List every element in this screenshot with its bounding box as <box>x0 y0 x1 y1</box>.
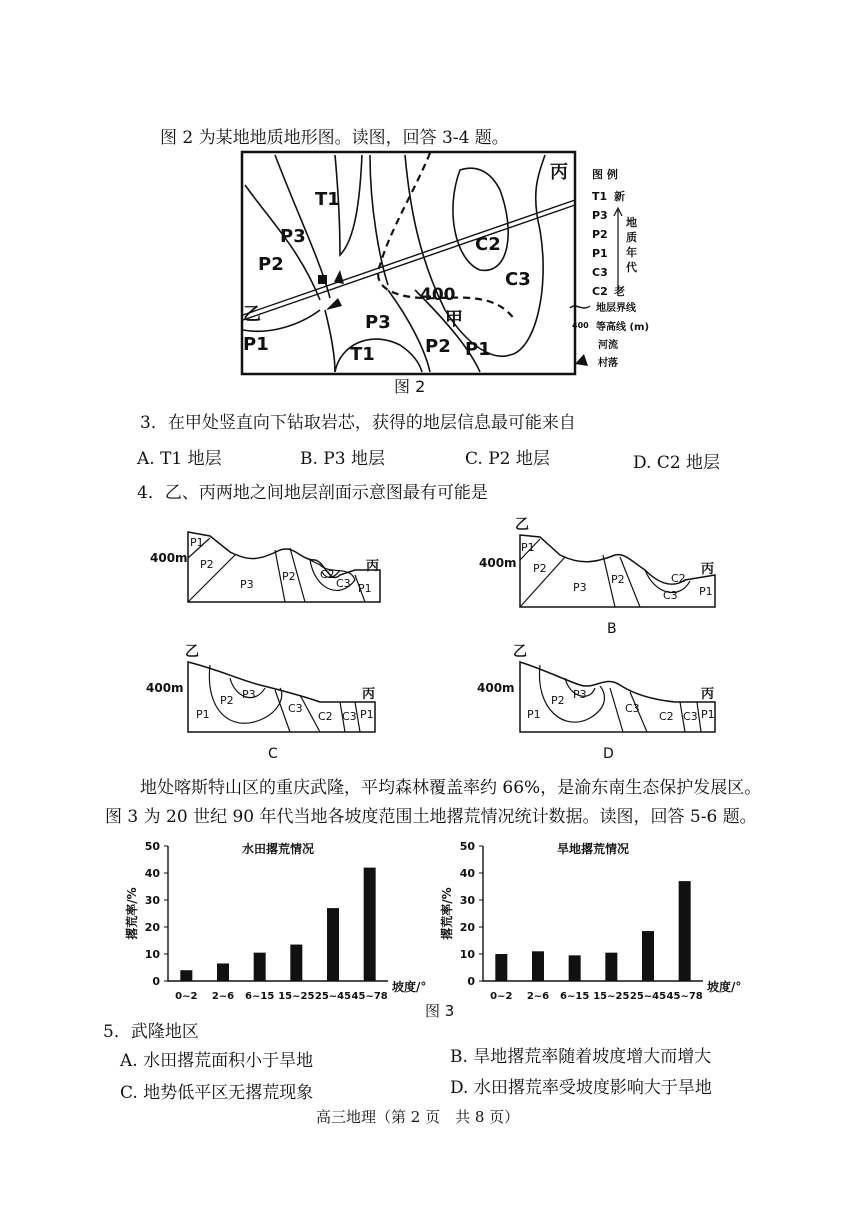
profile-stratum-label: C2 <box>659 710 674 723</box>
q3-stem: 3．在甲处竖直向下钻取岩芯，获得的地层信息最可能来自 <box>140 413 576 433</box>
map-region-label: 乙 <box>243 304 261 325</box>
profile-stratum-label: P2 <box>220 694 234 707</box>
intro-figure3-line1: 地处喀斯特山区的重庆武隆，平均森林覆盖率约 66%，是渝东南生态保护发展区。 <box>140 778 762 798</box>
legend-old: 老 <box>614 285 625 298</box>
x-tick-label: 45~78 <box>351 991 388 1002</box>
profile-stratum-label: P1 <box>196 708 210 721</box>
figure3-caption: 图 3 <box>425 1002 455 1020</box>
bar <box>569 955 581 981</box>
map-region-label: P1 <box>465 339 491 360</box>
profile-stratum-label: C2 <box>318 710 333 723</box>
q3-option-a[interactable]: A. T1 地层 <box>137 449 222 469</box>
profile-b <box>475 515 735 635</box>
map-region-label: P3 <box>280 226 306 247</box>
chart-axes <box>483 846 703 981</box>
map-region-label: P2 <box>258 254 284 275</box>
legend-age-char: 年 <box>626 246 637 259</box>
profile-stratum-label: C3 <box>336 577 351 590</box>
x-tick-label: 25~45 <box>629 991 667 1002</box>
profile-stratum-label: P2 <box>282 570 296 583</box>
y-axis-label: 撂荒率/% <box>440 887 454 940</box>
profile-stratum-label: C3 <box>288 702 303 715</box>
profile-stratum-label: C2 <box>671 572 686 585</box>
bar <box>495 954 507 981</box>
profile-a <box>140 520 400 620</box>
q3-option-b[interactable]: B. P3 地层 <box>300 449 385 469</box>
legend-boundary-icon <box>570 306 590 308</box>
profile-stratum-label: P1 <box>527 708 541 721</box>
map-region-label: P1 <box>243 334 269 355</box>
x-tick-label: 15~25 <box>278 991 315 1002</box>
bar <box>290 945 302 981</box>
y-tick-label: 0 <box>152 975 160 988</box>
profile-stratum-label: C3 <box>683 710 698 723</box>
profile-b-east: 丙 <box>701 562 715 577</box>
legend-arrow-icon <box>614 208 622 290</box>
intro-figure2: 图 2 为某地地质地形图。读图，回答 3-4 题。 <box>160 128 509 148</box>
bar <box>180 970 192 981</box>
x-tick-label: 2~6 <box>526 991 550 1002</box>
legend-age-char: 质 <box>626 231 637 244</box>
map-region-label: T1 <box>315 189 340 210</box>
legend-stratum: P3 <box>592 209 608 222</box>
q3-option-d[interactable]: D. C2 地层 <box>633 453 721 473</box>
q5-option-c[interactable]: C. 地势低平区无撂荒现象 <box>120 1083 314 1103</box>
x-tick-label: 6~15 <box>245 991 275 1002</box>
legend-village: 村落 <box>598 358 618 369</box>
profile-stratum-label: P3 <box>240 578 254 591</box>
profile-stratum-label: P1 <box>358 582 372 595</box>
legend-stratum: C2 <box>592 285 608 298</box>
map-region-label: 丙 <box>550 162 568 183</box>
profile-stratum-label: P3 <box>573 581 587 594</box>
profile-stratum-label: P2 <box>611 573 625 586</box>
profile-d-east: 丙 <box>701 687 715 702</box>
profile-stratum-label: P1 <box>699 585 713 598</box>
y-tick-label: 40 <box>459 867 475 880</box>
x-tick-label: 2~6 <box>211 991 235 1002</box>
profile-b-label: B <box>607 621 617 637</box>
y-tick-label: 30 <box>144 894 160 907</box>
map-region-label: C2 <box>475 234 501 255</box>
q5-option-b[interactable]: B. 旱地撂荒率随着坡度增大而增大 <box>450 1047 712 1067</box>
bar <box>217 963 229 981</box>
bar <box>642 931 654 981</box>
legend-boundary: 地层界线 <box>596 303 636 314</box>
profile-stratum-label: P1 <box>521 541 535 554</box>
x-axis-label: 坡度/° <box>392 980 427 994</box>
stratum-boundaries <box>243 155 545 372</box>
y-tick-label: 10 <box>144 948 160 961</box>
x-tick-label: 0~2 <box>175 991 198 1002</box>
legend-stratum: P2 <box>592 228 608 241</box>
bar <box>364 868 376 981</box>
profile-d-label: D <box>603 746 614 762</box>
y-tick-label: 40 <box>144 867 160 880</box>
legend-village-icon <box>575 354 588 366</box>
profile-stratum-label: P1 <box>360 708 374 721</box>
profile-stratum-label: C3 <box>663 589 678 602</box>
profile-b-elev: 400m <box>479 556 517 570</box>
profile-d <box>475 640 735 765</box>
q3-option-c[interactable]: C. P2 地层 <box>465 449 550 469</box>
q5-option-d[interactable]: D. 水田撂荒率受坡度影响大于旱地 <box>450 1078 712 1098</box>
profile-b-west: 乙 <box>515 517 529 533</box>
geologic-map-figure <box>240 150 650 400</box>
profile-stratum-label: C3 <box>342 710 357 723</box>
legend-contour-value: 400 <box>572 321 589 330</box>
x-axis-label: 坡度/° <box>707 980 742 994</box>
profile-stratum-label: P1 <box>701 708 715 721</box>
x-tick-label: 25~45 <box>314 991 352 1002</box>
profile-stratum-label: C2 <box>320 568 335 581</box>
profile-stratum-label: C3 <box>625 702 640 715</box>
profile-d-elev: 400m <box>477 681 515 695</box>
y-axis-label: 撂荒率/% <box>125 887 139 940</box>
profile-c <box>140 640 400 765</box>
x-tick-label: 6~15 <box>560 991 590 1002</box>
legend-river: 河流 <box>598 340 618 351</box>
intro-figure3-line2: 图 3 为 20 世纪 90 年代当地各坡度范围土地撂荒情况统计数据。读图，回答 5-6 题。 <box>105 807 757 827</box>
map-region-label: C3 <box>505 269 531 290</box>
chart-axes <box>168 846 388 981</box>
y-tick-label: 20 <box>144 921 160 934</box>
legend-title: 图 例 <box>592 168 618 181</box>
figure2-caption: 图 2 <box>394 377 426 396</box>
map-region-label: T1 <box>350 344 375 365</box>
x-tick-label: 15~25 <box>593 991 630 1002</box>
y-tick-label: 50 <box>144 840 160 853</box>
profile-c-east: 丙 <box>362 687 376 702</box>
legend-stratum: T1 <box>592 190 608 203</box>
profile-c-elev: 400m <box>146 681 184 695</box>
x-tick-label: 0~2 <box>490 991 513 1002</box>
chart-title: 旱地撂荒情况 <box>556 842 630 856</box>
profile-c-west: 乙 <box>185 644 199 660</box>
legend-age-char: 地 <box>626 216 637 229</box>
chart-paddy-abandonment <box>120 835 427 1005</box>
q4-stem: 4．乙、丙两地之间地层剖面示意图最有可能是 <box>137 483 488 503</box>
bar <box>254 953 266 981</box>
x-tick-label: 45~78 <box>666 991 703 1002</box>
map-region-label: P3 <box>365 312 391 333</box>
profile-stratum-label: P2 <box>533 562 547 575</box>
profile-stratum-label: P3 <box>573 688 587 701</box>
chart-dryland-abandonment <box>435 835 755 1005</box>
y-tick-label: 20 <box>459 921 475 934</box>
bar <box>327 908 339 981</box>
legend-contour: 等高线 (m) <box>596 322 650 333</box>
legend-stratum: P1 <box>592 247 608 260</box>
profile-stratum-label: P1 <box>190 536 204 549</box>
profile-stratum-label: P2 <box>200 558 214 571</box>
map-region-label: P2 <box>425 336 451 357</box>
profile-c-label: C <box>268 746 278 762</box>
q5-option-a[interactable]: A. 水田撂荒面积小于旱地 <box>120 1051 314 1071</box>
chart-title: 水田撂荒情况 <box>241 842 315 856</box>
map-region-label: 400 <box>420 285 456 305</box>
profile-a-elev: 400m <box>150 551 188 565</box>
profile-stratum-label: P2 <box>551 694 565 707</box>
page-footer: 高三地理（第 2 页 共 8 页） <box>316 1108 520 1126</box>
q5-stem: 5．武隆地区 <box>103 1022 199 1042</box>
bar <box>605 953 617 981</box>
legend-new: 新 <box>614 190 625 203</box>
river <box>243 200 575 320</box>
profile-d-west: 乙 <box>513 644 527 660</box>
y-tick-label: 0 <box>467 975 475 988</box>
profile-a-east: 丙 <box>366 559 380 574</box>
bar <box>679 881 691 981</box>
legend-age-char: 代 <box>626 261 637 274</box>
y-tick-label: 50 <box>459 840 475 853</box>
bar <box>532 951 544 981</box>
map-region-label: 甲 <box>445 309 463 330</box>
y-tick-label: 30 <box>459 894 475 907</box>
legend-stratum: C3 <box>592 266 608 279</box>
y-tick-label: 10 <box>459 948 475 961</box>
profile-stratum-label: P3 <box>242 688 256 701</box>
